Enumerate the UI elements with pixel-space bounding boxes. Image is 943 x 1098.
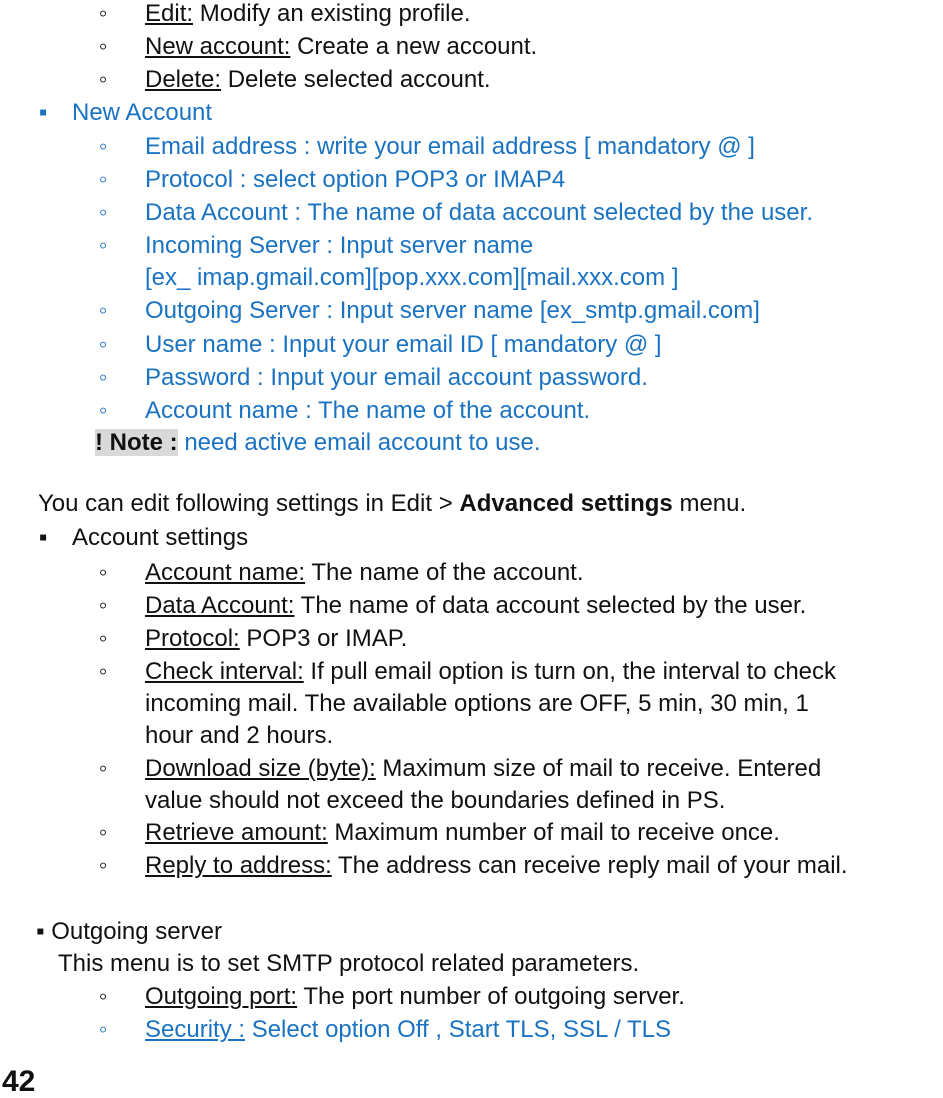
outgoing-description: This menu is to set SMTP protocol related parameters. (58, 950, 640, 977)
list-item: Edit: Modify an existing profile. (145, 0, 471, 27)
section-heading-account-settings: Account settings (72, 524, 249, 551)
square-bullet: ▪ (38, 524, 48, 551)
circle-bullet: ◦ (98, 364, 108, 391)
circle-bullet: ◦ (98, 852, 108, 879)
list-item: Account name: The name of the account. (145, 559, 584, 586)
list-item: Reply to address: The address can receive reply mail of your mail. (145, 852, 848, 879)
list-item-continuation: incoming mail. The available options are OFF, 5 min, 30 min, 1 (145, 690, 809, 717)
circle-bullet: ◦ (98, 658, 108, 685)
list-item: Retrieve amount: Maximum number of mail to receive once. (145, 819, 780, 846)
circle-bullet: ◦ (98, 133, 108, 160)
circle-bullet: ◦ (98, 397, 108, 424)
list-item-continuation: value should not exceed the boundaries defined in PS. (145, 787, 726, 814)
list-item-continuation: [ex_ imap.gmail.com][pop.xxx.com][mail.xxx.com ] (145, 264, 679, 291)
circle-bullet: ◦ (98, 755, 108, 782)
note-label: ! Note : (95, 429, 178, 456)
circle-bullet: ◦ (98, 983, 108, 1010)
list-item: Check interval: If pull email option is turn on, the interval to check (145, 658, 837, 685)
circle-bullet: ◦ (98, 0, 108, 27)
circle-bullet: ◦ (98, 625, 108, 652)
circle-bullet: ◦ (98, 66, 108, 93)
circle-bullet: ◦ (98, 199, 108, 226)
circle-bullet: ◦ (98, 1016, 108, 1043)
square-bullet: ▪ (38, 99, 48, 126)
circle-bullet: ◦ (98, 297, 108, 324)
list-item: Protocol : select option POP3 or IMAP4 (145, 166, 566, 193)
list-item: Account name : The name of the account. (145, 397, 591, 424)
list-item: Download size (byte): Maximum size of mail to receive. Entered (145, 755, 822, 782)
list-item: Outgoing Server : Input server name [ex_smtp.gmail.com] (145, 297, 760, 324)
list-item: Security : Select option Off , Start TLS, SSL / TLS (145, 1016, 672, 1043)
circle-bullet: ◦ (98, 232, 108, 259)
circle-bullet: ◦ (98, 592, 108, 619)
section-heading-new-account: New Account (72, 99, 213, 126)
circle-bullet: ◦ (98, 166, 108, 193)
list-item: New account: Create a new account. (145, 33, 538, 60)
advanced-intro: You can edit following settings in Edit > Advanced settings menu. (38, 490, 747, 517)
section-heading-outgoing-server: ▪ Outgoing server (36, 918, 222, 945)
circle-bullet: ◦ (98, 33, 108, 60)
list-item: Data Account : The name of data account selected by the user. (145, 199, 813, 226)
page-number: 42 (2, 1065, 36, 1098)
list-item: Delete: Delete selected account. (145, 66, 491, 93)
list-item: Password : Input your email account password. (145, 364, 648, 391)
list-item: Data Account: The name of data account selected by the user. (145, 592, 807, 619)
list-item-continuation: hour and 2 hours. (145, 722, 334, 749)
list-item: Incoming Server : Input server name (145, 232, 534, 259)
list-item: User name : Input your email ID [ mandatory @ ] (145, 331, 662, 358)
list-item: Protocol: POP3 or IMAP. (145, 625, 408, 652)
circle-bullet: ◦ (98, 331, 108, 358)
list-item: Outgoing port: The port number of outgoing server. (145, 983, 685, 1010)
note: ! Note : need active email account to use. (95, 429, 541, 456)
circle-bullet: ◦ (98, 559, 108, 586)
list-item: Email address : write your email address [ mandatory @ ] (145, 133, 755, 160)
circle-bullet: ◦ (98, 819, 108, 846)
